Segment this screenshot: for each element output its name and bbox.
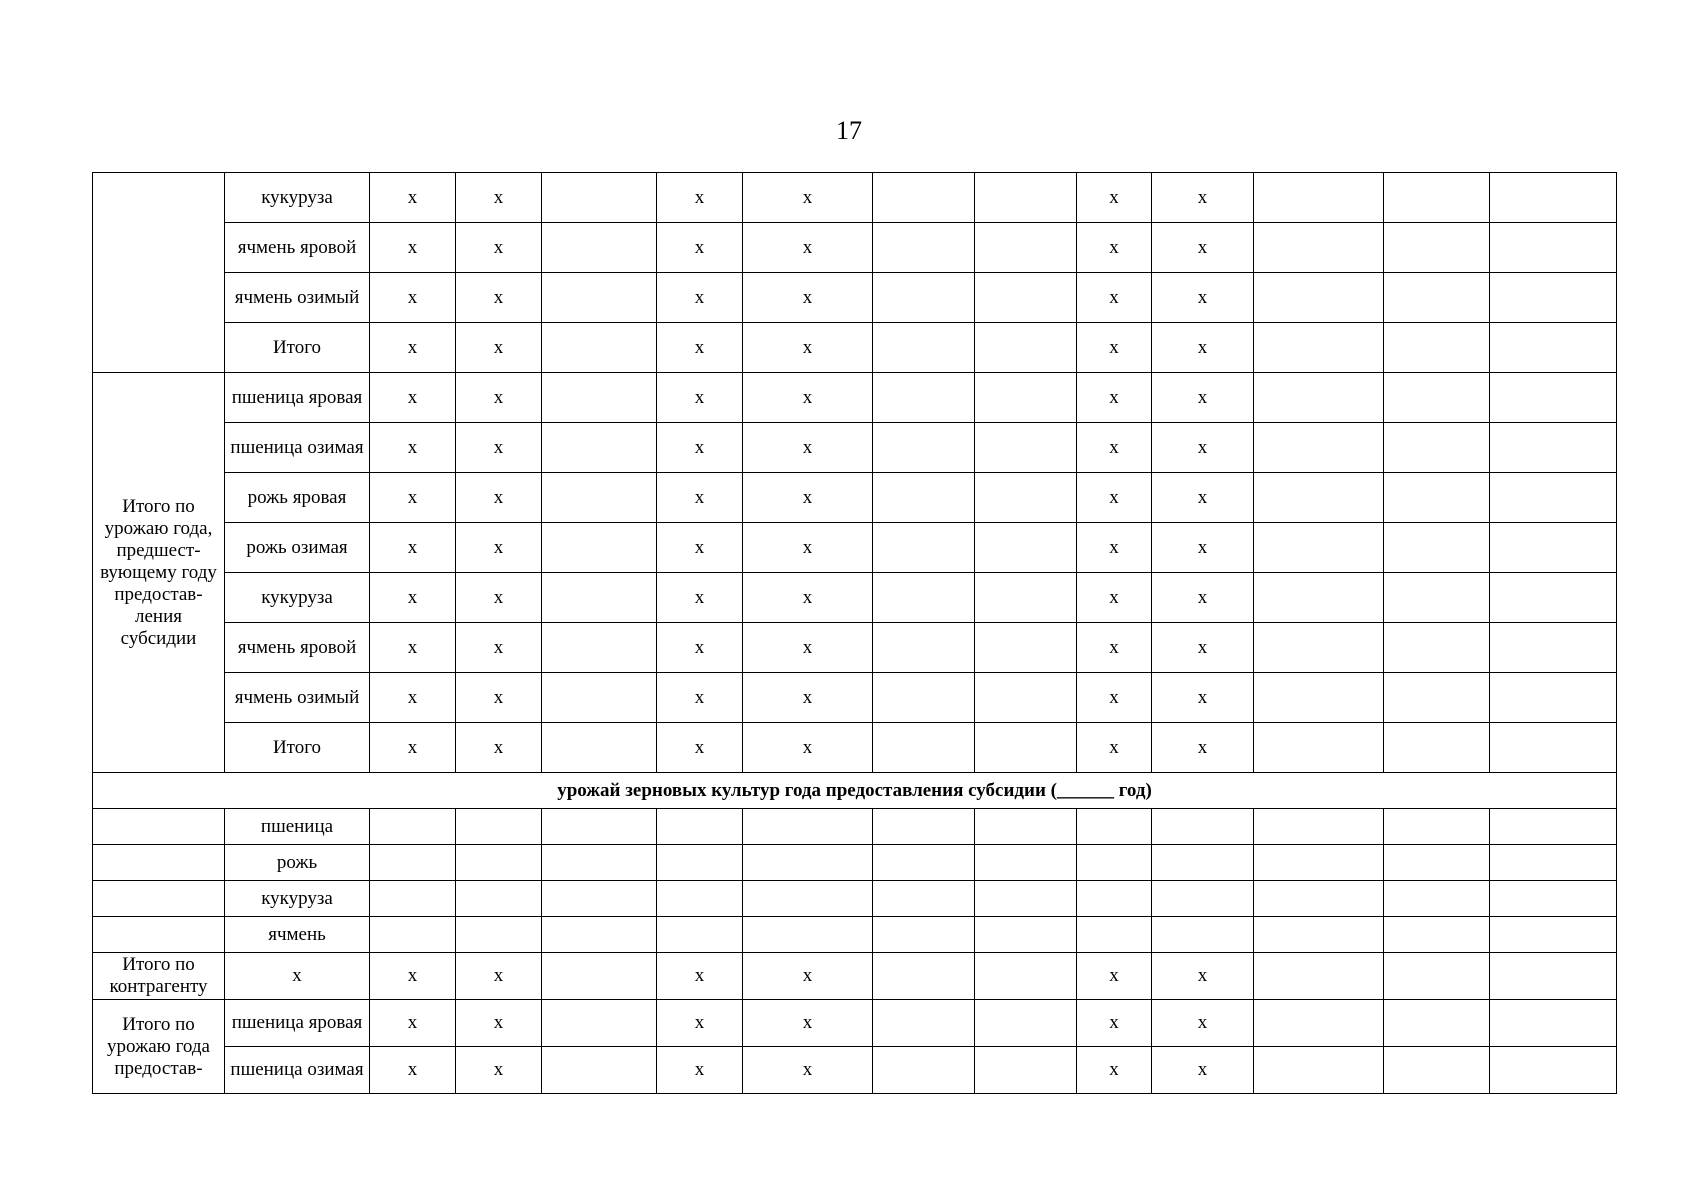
value-cell bbox=[657, 845, 743, 881]
value-cell bbox=[1384, 845, 1490, 881]
value-cell: х bbox=[657, 1000, 743, 1047]
value-cell bbox=[542, 1000, 657, 1047]
value-cell bbox=[1384, 423, 1490, 473]
value-cell bbox=[873, 273, 975, 323]
table-row bbox=[93, 673, 1617, 723]
value-cell bbox=[1254, 723, 1384, 773]
value-cell bbox=[1254, 223, 1384, 273]
value-cell: х bbox=[1077, 523, 1152, 573]
row-label-cell bbox=[93, 917, 225, 953]
value-cell: х bbox=[743, 323, 873, 373]
value-cell bbox=[975, 1047, 1077, 1094]
value-cell bbox=[873, 809, 975, 845]
value-cell: х bbox=[743, 1000, 873, 1047]
value-cell: х bbox=[1077, 573, 1152, 623]
value-cell: х bbox=[743, 523, 873, 573]
value-cell bbox=[1490, 809, 1617, 845]
value-cell bbox=[1254, 1047, 1384, 1094]
value-cell bbox=[1384, 1047, 1490, 1094]
value-cell bbox=[743, 881, 873, 917]
crop-cell: рожь яровая bbox=[225, 473, 370, 523]
crop-cell: рожь озимая bbox=[225, 523, 370, 573]
value-cell bbox=[975, 673, 1077, 723]
value-cell bbox=[542, 423, 657, 473]
value-cell bbox=[1152, 809, 1254, 845]
value-cell bbox=[873, 223, 975, 273]
value-cell bbox=[975, 323, 1077, 373]
value-cell bbox=[873, 1047, 975, 1094]
value-cell bbox=[1077, 881, 1152, 917]
value-cell: х bbox=[743, 423, 873, 473]
value-cell bbox=[370, 809, 456, 845]
value-cell bbox=[975, 953, 1077, 1000]
value-cell bbox=[873, 723, 975, 773]
value-cell: х bbox=[1152, 623, 1254, 673]
row-label-cell: Итого по контрагенту bbox=[93, 953, 225, 1000]
section-heading-row bbox=[93, 773, 1617, 809]
value-cell bbox=[1254, 173, 1384, 223]
crop-cell: ячмень яровой bbox=[225, 223, 370, 273]
value-cell bbox=[873, 423, 975, 473]
value-cell bbox=[1077, 917, 1152, 953]
value-cell: х bbox=[370, 423, 456, 473]
value-cell: х bbox=[370, 473, 456, 523]
value-cell bbox=[542, 173, 657, 223]
value-cell: х bbox=[456, 473, 542, 523]
value-cell: х bbox=[1152, 423, 1254, 473]
value-cell: х bbox=[657, 173, 743, 223]
value-cell bbox=[542, 673, 657, 723]
value-cell bbox=[1490, 917, 1617, 953]
value-cell: х bbox=[743, 1047, 873, 1094]
value-cell bbox=[873, 373, 975, 423]
value-cell bbox=[1490, 173, 1617, 223]
value-cell bbox=[1490, 1047, 1617, 1094]
value-cell bbox=[1384, 623, 1490, 673]
value-cell: х bbox=[1077, 723, 1152, 773]
value-cell bbox=[370, 917, 456, 953]
value-cell: х bbox=[1077, 223, 1152, 273]
value-cell bbox=[1490, 623, 1617, 673]
value-cell bbox=[542, 573, 657, 623]
value-cell bbox=[1490, 523, 1617, 573]
value-cell bbox=[1254, 323, 1384, 373]
crop-cell: пшеница яровая bbox=[225, 373, 370, 423]
value-cell bbox=[456, 809, 542, 845]
value-cell bbox=[1254, 953, 1384, 1000]
value-cell: х bbox=[657, 273, 743, 323]
value-cell bbox=[975, 881, 1077, 917]
value-cell bbox=[542, 917, 657, 953]
crop-cell: х bbox=[225, 953, 370, 1000]
value-cell: х bbox=[657, 373, 743, 423]
value-cell bbox=[456, 881, 542, 917]
value-cell: х bbox=[456, 173, 542, 223]
value-cell: х bbox=[657, 523, 743, 573]
value-cell bbox=[456, 917, 542, 953]
value-cell bbox=[975, 917, 1077, 953]
value-cell bbox=[975, 223, 1077, 273]
value-cell bbox=[1490, 373, 1617, 423]
value-cell: х bbox=[1152, 273, 1254, 323]
value-cell: х bbox=[456, 223, 542, 273]
value-cell: х bbox=[743, 953, 873, 1000]
value-cell: х bbox=[370, 723, 456, 773]
value-cell bbox=[1254, 845, 1384, 881]
value-cell bbox=[1384, 809, 1490, 845]
value-cell: х bbox=[456, 953, 542, 1000]
value-cell bbox=[1384, 673, 1490, 723]
table-row bbox=[93, 809, 1617, 845]
value-cell: х bbox=[1077, 673, 1152, 723]
value-cell bbox=[1254, 423, 1384, 473]
value-cell: х bbox=[370, 1000, 456, 1047]
value-cell bbox=[873, 845, 975, 881]
value-cell: х bbox=[370, 373, 456, 423]
crop-cell: ячмень яровой bbox=[225, 623, 370, 673]
value-cell: х bbox=[1077, 953, 1152, 1000]
value-cell bbox=[743, 917, 873, 953]
value-cell bbox=[456, 845, 542, 881]
value-cell bbox=[1077, 809, 1152, 845]
value-cell bbox=[873, 953, 975, 1000]
value-cell bbox=[975, 373, 1077, 423]
value-cell bbox=[542, 809, 657, 845]
group-label-cell bbox=[93, 173, 225, 373]
value-cell bbox=[1254, 273, 1384, 323]
value-cell: х bbox=[370, 573, 456, 623]
value-cell: х bbox=[743, 473, 873, 523]
value-cell: х bbox=[456, 1047, 542, 1094]
value-cell: х bbox=[743, 673, 873, 723]
value-cell: х bbox=[456, 373, 542, 423]
crop-cell: ячмень озимый bbox=[225, 673, 370, 723]
value-cell bbox=[1384, 573, 1490, 623]
value-cell bbox=[1384, 1000, 1490, 1047]
group-label-cell: Итого по урожаю года, предшест-вующему году предостав-ления субсидии bbox=[93, 373, 225, 773]
value-cell bbox=[542, 953, 657, 1000]
value-cell bbox=[1490, 953, 1617, 1000]
value-cell: х bbox=[743, 573, 873, 623]
value-cell bbox=[975, 623, 1077, 673]
crop-cell: кукуруза bbox=[225, 573, 370, 623]
value-cell: х bbox=[743, 623, 873, 673]
value-cell: х bbox=[657, 1047, 743, 1094]
value-cell: х bbox=[456, 573, 542, 623]
value-cell bbox=[873, 323, 975, 373]
value-cell bbox=[1384, 881, 1490, 917]
crop-cell: ячмень bbox=[225, 917, 370, 953]
value-cell: х bbox=[370, 953, 456, 1000]
value-cell: х bbox=[370, 273, 456, 323]
value-cell bbox=[1490, 273, 1617, 323]
value-cell bbox=[370, 881, 456, 917]
value-cell: х bbox=[1077, 323, 1152, 373]
table-row bbox=[93, 917, 1617, 953]
value-cell: х bbox=[743, 173, 873, 223]
value-cell bbox=[1384, 917, 1490, 953]
value-cell bbox=[1384, 373, 1490, 423]
value-cell bbox=[1254, 573, 1384, 623]
crop-cell: пшеница bbox=[225, 809, 370, 845]
value-cell: х bbox=[1077, 173, 1152, 223]
value-cell bbox=[1254, 623, 1384, 673]
value-cell bbox=[1384, 173, 1490, 223]
value-cell: х bbox=[1077, 373, 1152, 423]
value-cell: х bbox=[743, 223, 873, 273]
value-cell: х bbox=[657, 473, 743, 523]
table-row bbox=[93, 473, 1617, 523]
value-cell bbox=[1384, 223, 1490, 273]
table-row bbox=[93, 845, 1617, 881]
value-cell bbox=[657, 809, 743, 845]
table-row bbox=[93, 623, 1617, 673]
value-cell: х bbox=[370, 673, 456, 723]
value-cell bbox=[873, 573, 975, 623]
value-cell: х bbox=[743, 273, 873, 323]
value-cell bbox=[975, 809, 1077, 845]
value-cell: х bbox=[1152, 1047, 1254, 1094]
value-cell bbox=[975, 273, 1077, 323]
value-cell bbox=[1254, 673, 1384, 723]
group-label-cell: Итого по урожаю года предостав- bbox=[93, 1000, 225, 1094]
value-cell bbox=[873, 1000, 975, 1047]
value-cell: х bbox=[456, 723, 542, 773]
value-cell bbox=[873, 523, 975, 573]
value-cell bbox=[542, 523, 657, 573]
value-cell: х bbox=[1152, 953, 1254, 1000]
value-cell: х bbox=[456, 273, 542, 323]
value-cell bbox=[657, 917, 743, 953]
value-cell: х bbox=[1152, 473, 1254, 523]
table-row bbox=[93, 173, 1617, 223]
value-cell bbox=[1490, 881, 1617, 917]
value-cell: х bbox=[370, 323, 456, 373]
value-cell bbox=[1490, 1000, 1617, 1047]
value-cell: х bbox=[657, 623, 743, 673]
value-cell bbox=[975, 473, 1077, 523]
value-cell bbox=[1077, 845, 1152, 881]
value-cell bbox=[975, 845, 1077, 881]
value-cell bbox=[1490, 323, 1617, 373]
value-cell bbox=[657, 881, 743, 917]
value-cell: х bbox=[743, 373, 873, 423]
row-label-cell bbox=[93, 845, 225, 881]
value-cell: х bbox=[456, 623, 542, 673]
value-cell bbox=[542, 1047, 657, 1094]
page-number: 17 bbox=[836, 116, 862, 145]
value-cell bbox=[1254, 917, 1384, 953]
value-cell bbox=[975, 573, 1077, 623]
crop-cell: кукуруза bbox=[225, 173, 370, 223]
row-label-cell bbox=[93, 881, 225, 917]
value-cell: х bbox=[1152, 573, 1254, 623]
table-row bbox=[93, 1000, 1617, 1047]
value-cell bbox=[975, 173, 1077, 223]
value-cell: х bbox=[657, 423, 743, 473]
value-cell bbox=[873, 623, 975, 673]
value-cell: х bbox=[456, 423, 542, 473]
value-cell bbox=[542, 881, 657, 917]
crop-cell: рожь bbox=[225, 845, 370, 881]
table-row bbox=[93, 1047, 1617, 1094]
value-cell bbox=[1384, 323, 1490, 373]
value-cell: х bbox=[1077, 423, 1152, 473]
value-cell bbox=[1384, 523, 1490, 573]
value-cell bbox=[1152, 845, 1254, 881]
value-cell bbox=[975, 1000, 1077, 1047]
value-cell: х bbox=[456, 323, 542, 373]
value-cell bbox=[1384, 953, 1490, 1000]
value-cell bbox=[542, 373, 657, 423]
value-cell bbox=[1152, 881, 1254, 917]
value-cell: х bbox=[1077, 473, 1152, 523]
value-cell bbox=[1384, 273, 1490, 323]
table-row bbox=[93, 223, 1617, 273]
crop-cell: Итого bbox=[225, 323, 370, 373]
value-cell: х bbox=[657, 953, 743, 1000]
value-cell bbox=[542, 723, 657, 773]
value-cell bbox=[1490, 223, 1617, 273]
table-row bbox=[93, 323, 1617, 373]
value-cell bbox=[1490, 423, 1617, 473]
value-cell: х bbox=[657, 323, 743, 373]
counterparty-total-row bbox=[93, 953, 1617, 1000]
value-cell: х bbox=[1152, 323, 1254, 373]
value-cell: х bbox=[1077, 273, 1152, 323]
value-cell bbox=[1254, 373, 1384, 423]
value-cell bbox=[542, 623, 657, 673]
value-cell: х bbox=[1077, 1047, 1152, 1094]
value-cell bbox=[1384, 723, 1490, 773]
table-row bbox=[93, 881, 1617, 917]
value-cell: х bbox=[456, 1000, 542, 1047]
value-cell: х bbox=[1152, 673, 1254, 723]
value-cell bbox=[542, 323, 657, 373]
value-cell bbox=[873, 173, 975, 223]
value-cell bbox=[370, 845, 456, 881]
value-cell bbox=[873, 473, 975, 523]
value-cell: х bbox=[743, 723, 873, 773]
section-heading: урожай зерновых культур года предоставления субсидии (______ год) bbox=[93, 773, 1617, 809]
value-cell bbox=[1490, 723, 1617, 773]
value-cell: х bbox=[456, 523, 542, 573]
value-cell: х bbox=[657, 573, 743, 623]
value-cell bbox=[542, 223, 657, 273]
value-cell bbox=[1152, 917, 1254, 953]
value-cell bbox=[975, 423, 1077, 473]
crop-cell: кукуруза bbox=[225, 881, 370, 917]
value-cell bbox=[1254, 881, 1384, 917]
value-cell: х bbox=[657, 673, 743, 723]
value-cell bbox=[1254, 809, 1384, 845]
value-cell bbox=[1254, 1000, 1384, 1047]
value-cell: х bbox=[1152, 373, 1254, 423]
value-cell: х bbox=[1077, 1000, 1152, 1047]
value-cell bbox=[743, 809, 873, 845]
value-cell: х bbox=[1152, 523, 1254, 573]
value-cell: х bbox=[1152, 223, 1254, 273]
value-cell: х bbox=[370, 223, 456, 273]
value-cell bbox=[873, 881, 975, 917]
value-cell bbox=[1384, 473, 1490, 523]
value-cell bbox=[1490, 473, 1617, 523]
value-cell: х bbox=[657, 223, 743, 273]
value-cell bbox=[1490, 573, 1617, 623]
crop-cell: Итого bbox=[225, 723, 370, 773]
value-cell bbox=[873, 673, 975, 723]
value-cell bbox=[975, 523, 1077, 573]
table-row bbox=[93, 423, 1617, 473]
value-cell: х bbox=[370, 173, 456, 223]
value-cell bbox=[975, 723, 1077, 773]
value-cell bbox=[542, 273, 657, 323]
value-cell: х bbox=[370, 523, 456, 573]
value-cell: х bbox=[370, 1047, 456, 1094]
value-cell: х bbox=[456, 673, 542, 723]
table-row bbox=[93, 373, 1617, 423]
value-cell bbox=[1254, 523, 1384, 573]
crop-cell: пшеница озимая bbox=[225, 1047, 370, 1094]
value-cell bbox=[1490, 673, 1617, 723]
value-cell bbox=[542, 473, 657, 523]
value-cell: х bbox=[1152, 1000, 1254, 1047]
value-cell bbox=[1254, 473, 1384, 523]
value-cell: х bbox=[1077, 623, 1152, 673]
crop-cell: пшеница яровая bbox=[225, 1000, 370, 1047]
crop-cell: ячмень озимый bbox=[225, 273, 370, 323]
row-label-cell bbox=[93, 809, 225, 845]
table-row bbox=[93, 523, 1617, 573]
value-cell bbox=[542, 845, 657, 881]
grain-subsidy-table bbox=[92, 172, 1617, 1094]
table-row bbox=[93, 573, 1617, 623]
value-cell: х bbox=[1152, 723, 1254, 773]
crop-cell: пшеница озимая bbox=[225, 423, 370, 473]
table-row bbox=[93, 723, 1617, 773]
value-cell bbox=[873, 917, 975, 953]
value-cell bbox=[1490, 845, 1617, 881]
value-cell bbox=[743, 845, 873, 881]
table-row bbox=[93, 273, 1617, 323]
value-cell: х bbox=[657, 723, 743, 773]
value-cell: х bbox=[1152, 173, 1254, 223]
value-cell: х bbox=[370, 623, 456, 673]
